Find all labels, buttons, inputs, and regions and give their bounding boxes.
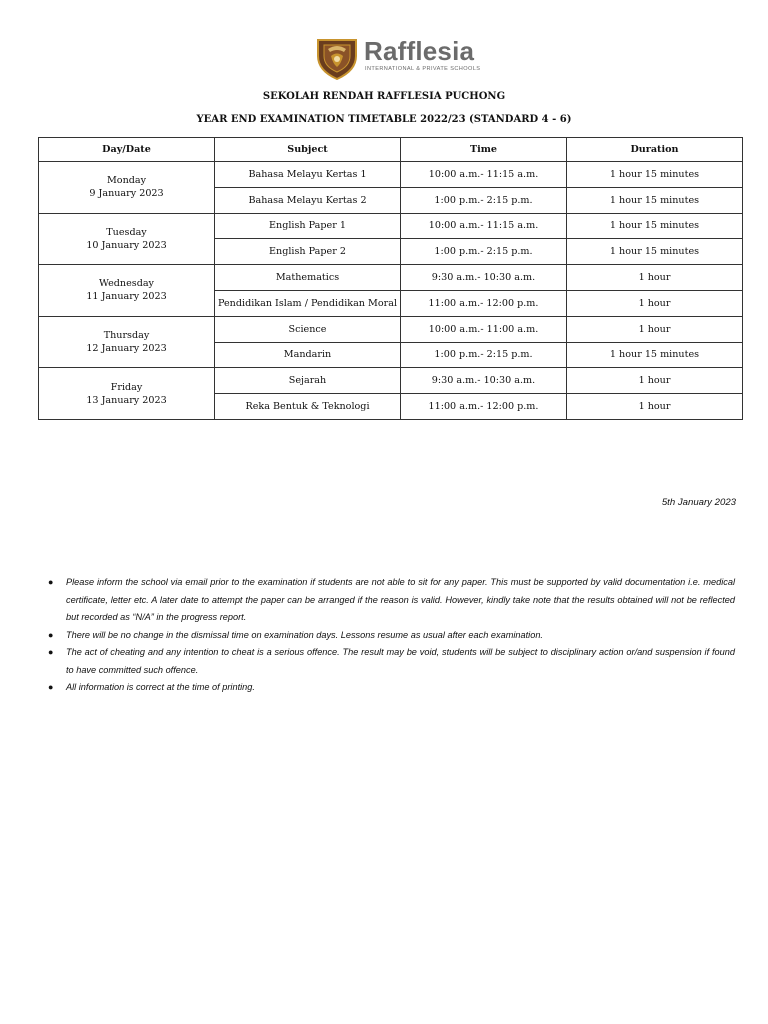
duration-cell: 1 hour <box>567 394 743 420</box>
time-cell: 9:30 a.m.- 10:30 a.m. <box>401 368 567 394</box>
table-row <box>39 162 743 188</box>
table-header-row <box>39 138 743 162</box>
exam-date: 9 January 2023 <box>89 188 164 200</box>
subject-cell: English Paper 1 <box>215 213 401 239</box>
exam-date: 12 January 2023 <box>86 343 167 355</box>
exam-date: 11 January 2023 <box>86 291 167 303</box>
time-cell: 1:00 p.m.- 2:15 p.m. <box>401 342 567 368</box>
day-date-cell <box>39 316 215 368</box>
day-name: Monday <box>106 175 147 187</box>
time-cell: 10:00 a.m.- 11:15 a.m. <box>401 213 567 239</box>
duration-cell: 1 hour 15 minutes <box>567 239 743 265</box>
day-date-cell <box>39 162 215 214</box>
duration-cell: 1 hour <box>567 290 743 316</box>
column-header: Time <box>401 138 567 162</box>
note-text: The act of cheating and any intention to cheat is a serious offence. The result may be void, students will be subject to disciplinary action or/and suspension if found to have committed such offence. <box>66 647 735 675</box>
notes-list <box>48 574 735 697</box>
table-row <box>39 316 743 342</box>
day-date-cell <box>39 368 215 420</box>
brand-name: Rafflesia <box>364 36 475 66</box>
day-name: Tuesday <box>106 226 147 238</box>
brand-tagline: INTERNATIONAL & PRIVATE SCHOOLS <box>365 66 481 72</box>
list-item <box>48 644 735 679</box>
subject-cell: Science <box>215 316 401 342</box>
subject-cell: Bahasa Melayu Kertas 2 <box>215 187 401 213</box>
day-name: Friday <box>110 381 143 393</box>
note-text: All information is correct at the time of printing. <box>66 682 255 692</box>
time-cell: 11:00 a.m.- 12:00 p.m. <box>401 290 567 316</box>
bullet-icon: ● <box>48 682 54 692</box>
exam-date: 10 January 2023 <box>86 239 167 251</box>
subject-cell: Reka Bentuk & Teknologi <box>215 394 401 420</box>
bullet-icon: ● <box>48 647 54 657</box>
list-item <box>48 627 735 645</box>
list-item <box>48 679 735 697</box>
table-row <box>39 213 743 239</box>
duration-cell: 1 hour 15 minutes <box>567 342 743 368</box>
timetable-body <box>39 162 743 420</box>
time-cell: 10:00 a.m.- 11:15 a.m. <box>401 162 567 188</box>
day-date-cell <box>39 213 215 265</box>
duration-cell: 1 hour <box>567 368 743 394</box>
day-date-cell <box>39 265 215 317</box>
subject-cell: English Paper 2 <box>215 239 401 265</box>
column-header: Day/Date <box>39 138 215 162</box>
time-cell: 1:00 p.m.- 2:15 p.m. <box>401 187 567 213</box>
bullet-icon: ● <box>48 629 54 640</box>
crest-icon <box>314 34 360 80</box>
exam-timetable <box>38 137 743 420</box>
subject-cell: Bahasa Melayu Kertas 1 <box>215 162 401 188</box>
note-text: Please inform the school via email prior to the examination if students are not able to sit for any paper. This must be supported by valid documentation i.e. medical certificate, letter etc. A later date to attempt the paper can be arranged if the reason is valid. However, kindly take note that the results obtained will not be reflected but recorded as “N/A” in the progress report. <box>66 577 735 622</box>
subject-cell: Mandarin <box>215 342 401 368</box>
list-item <box>48 574 735 627</box>
day-name: Wednesday <box>99 278 154 290</box>
exam-title: YEAR END EXAMINATION TIMETABLE 2022/23 (STANDARD 4 - 6) <box>196 114 572 125</box>
table-row <box>39 265 743 291</box>
issue-date: 5th January 2023 <box>661 497 736 508</box>
time-cell: 9:30 a.m.- 10:30 a.m. <box>401 265 567 291</box>
subject-cell: Pendidikan Islam / Pendidikan Moral <box>215 290 401 316</box>
column-header: Duration <box>567 138 743 162</box>
duration-cell: 1 hour 15 minutes <box>567 213 743 239</box>
duration-cell: 1 hour <box>567 265 743 291</box>
table-row <box>39 368 743 394</box>
duration-cell: 1 hour 15 minutes <box>567 162 743 188</box>
time-cell: 11:00 a.m.- 12:00 p.m. <box>401 394 567 420</box>
bullet-icon: ● <box>48 577 54 587</box>
subject-cell: Sejarah <box>215 368 401 394</box>
day-name: Thursday <box>103 330 150 342</box>
column-header: Subject <box>215 138 401 162</box>
duration-cell: 1 hour 15 minutes <box>567 187 743 213</box>
time-cell: 10:00 a.m.- 11:00 a.m. <box>401 316 567 342</box>
subject-cell: Mathematics <box>215 265 401 291</box>
school-logo <box>314 34 486 80</box>
time-cell: 1:00 p.m.- 2:15 p.m. <box>401 239 567 265</box>
note-text: There will be no change in the dismissal time on examination days. Lessons resume as usual after each examination. <box>66 629 543 640</box>
exam-date: 13 January 2023 <box>86 394 167 406</box>
school-name: SEKOLAH RENDAH RAFFLESIA PUCHONG <box>262 91 506 102</box>
duration-cell: 1 hour <box>567 316 743 342</box>
